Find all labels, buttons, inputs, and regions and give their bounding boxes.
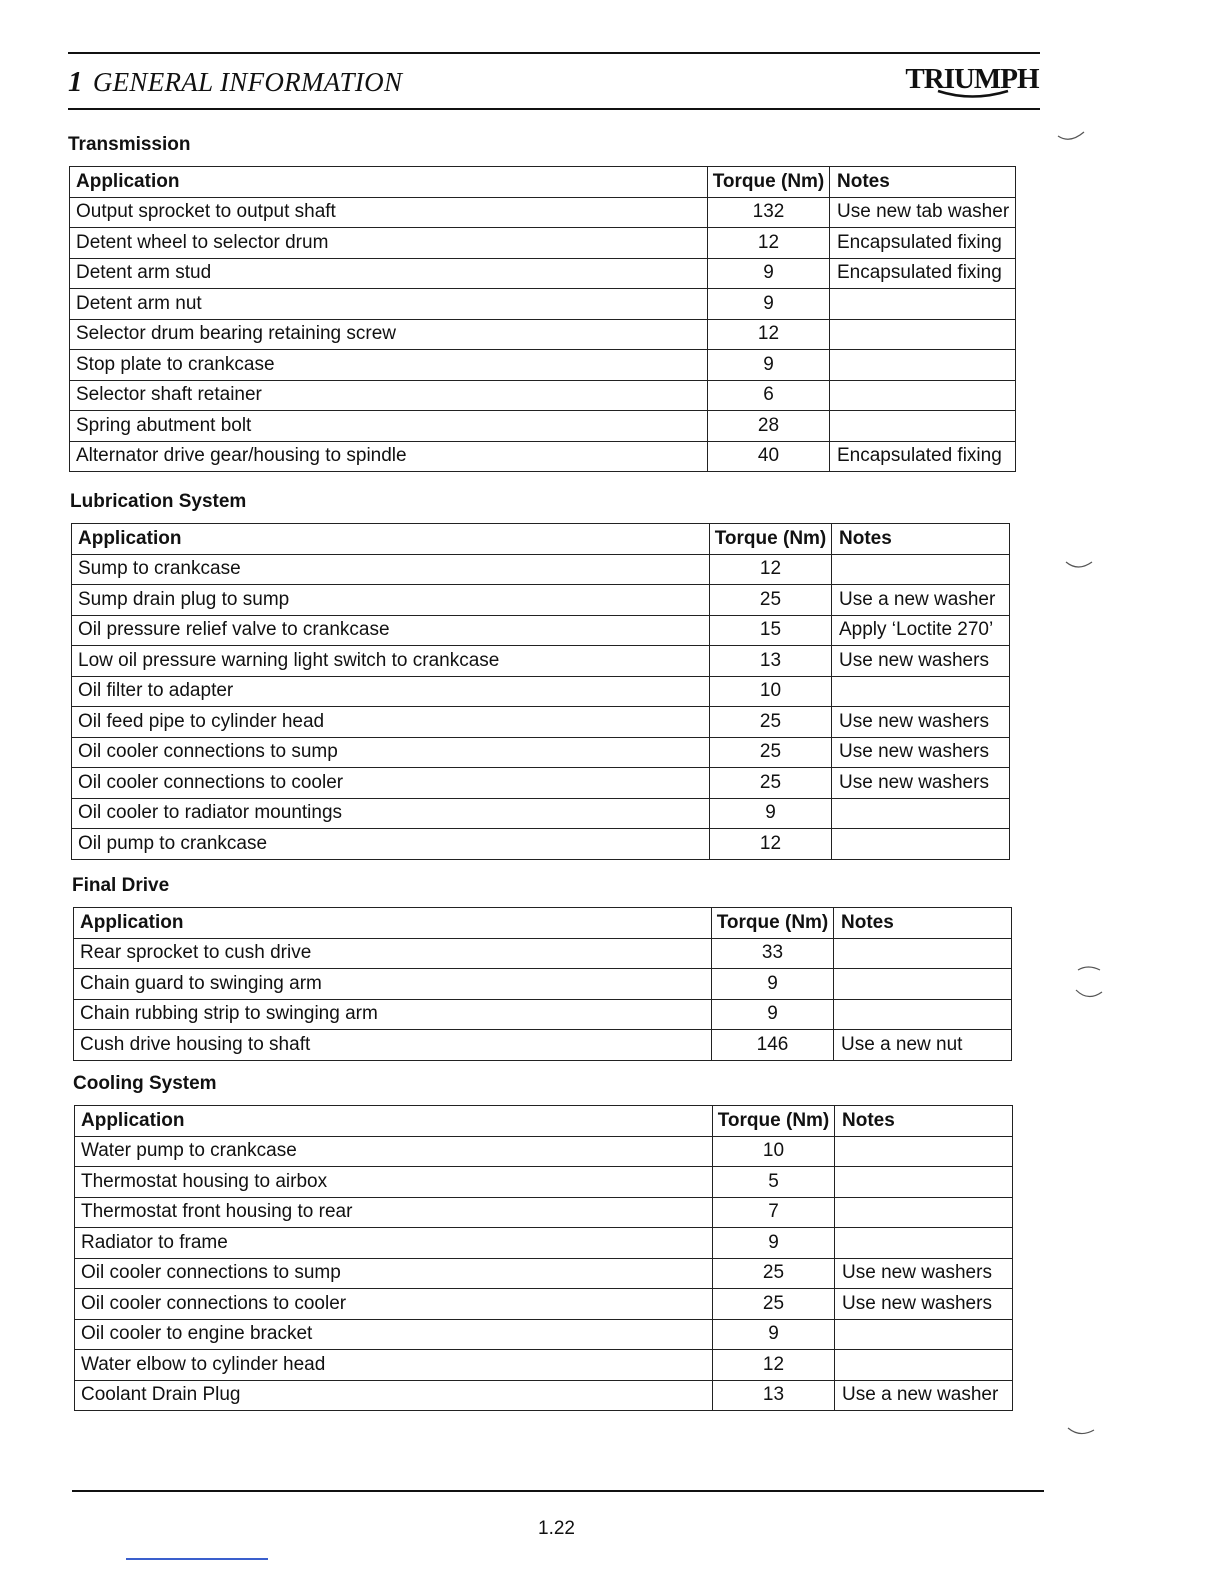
cell-torque: 40 [708,441,830,472]
cell-torque: 10 [713,1136,835,1167]
table-row [75,1136,1013,1167]
cell-notes [830,319,1016,350]
cell-notes: Encapsulated fixing [830,441,1016,472]
cell-torque: 10 [710,676,832,707]
cell-torque: 25 [710,737,832,768]
cell-application: Oil feed pipe to cylinder head [72,707,710,738]
cell-application: Radiator to frame [75,1228,713,1259]
cell-torque: 9 [708,289,830,320]
cell-torque: 9 [712,999,834,1030]
cell-notes: Use new washers [832,707,1010,738]
cell-torque: 25 [710,585,832,616]
cell-notes: Use a new washer [835,1380,1013,1411]
cell-notes [835,1167,1013,1198]
cell-notes [832,829,1010,860]
column-header-application: Application [72,524,710,555]
cell-torque: 9 [712,969,834,1000]
margin-mark [1074,960,1106,1010]
column-header-notes: Notes [835,1106,1013,1137]
margin-mark [1066,1424,1098,1440]
table-row [70,380,1016,411]
section-title-lubrication: Lubrication System [70,491,247,512]
cell-application: Rear sprocket to cush drive [74,938,712,969]
table-row [72,707,1010,738]
lubrication-table [71,523,1010,860]
column-header-notes: Notes [830,167,1016,198]
table-row [74,938,1012,969]
column-header-torque: Torque (Nm) [713,1106,835,1137]
cell-application: Chain rubbing strip to swinging arm [74,999,712,1030]
column-header-application: Application [74,908,712,939]
table-row [72,676,1010,707]
table-row [74,999,1012,1030]
cell-torque: 15 [710,615,832,646]
cell-notes: Use new tab washer [830,197,1016,228]
cell-application: Selector drum bearing retaining screw [70,319,708,350]
cell-application: Oil pressure relief valve to crankcase [72,615,710,646]
cell-application: Oil cooler connections to sump [72,737,710,768]
table-row [75,1167,1013,1198]
cell-notes: Apply ‘Loctite 270’ [832,615,1010,646]
cell-application: Output sprocket to output shaft [70,197,708,228]
table-header-row [70,167,1016,198]
column-header-torque: Torque (Nm) [708,167,830,198]
section-title-cooling: Cooling System [73,1073,217,1094]
triumph-logo-text: TRIUMPH [905,63,1039,95]
table-row [75,1380,1013,1411]
table-row [70,228,1016,259]
table-row [70,319,1016,350]
cell-application: Detent arm stud [70,258,708,289]
cell-torque: 12 [710,554,832,585]
cell-application: Oil filter to adapter [72,676,710,707]
table-row [72,554,1010,585]
table-row [75,1319,1013,1350]
cell-notes [834,999,1012,1030]
cell-notes [835,1136,1013,1167]
cell-notes: Use new washers [832,737,1010,768]
triumph-logo [900,58,1045,106]
cell-notes: Use new washers [832,646,1010,677]
cell-application: Oil pump to crankcase [72,829,710,860]
cell-notes [835,1228,1013,1259]
cell-application: Cush drive housing to shaft [74,1030,712,1061]
column-header-torque: Torque (Nm) [710,524,832,555]
cell-torque: 6 [708,380,830,411]
header-top-rule [68,52,1040,54]
cell-application: Detent wheel to selector drum [70,228,708,259]
section-title-final-drive: Final Drive [72,875,170,896]
table-row [72,737,1010,768]
cell-notes [834,938,1012,969]
scan-artifact-line [126,1558,268,1560]
cell-application: Low oil pressure warning light switch to crankcase [72,646,710,677]
cell-notes [830,411,1016,442]
table-header-row [75,1106,1013,1137]
cell-torque: 25 [710,707,832,738]
cell-notes [832,676,1010,707]
cell-notes [834,969,1012,1000]
table-row [70,441,1016,472]
margin-mark [1056,128,1088,148]
table-row [70,258,1016,289]
cell-torque: 132 [708,197,830,228]
column-header-notes: Notes [832,524,1010,555]
cell-application: Thermostat front housing to rear [75,1197,713,1228]
cell-notes [830,289,1016,320]
cell-notes [835,1350,1013,1381]
cell-application: Oil cooler connections to sump [75,1258,713,1289]
cell-torque: 7 [713,1197,835,1228]
cell-notes: Encapsulated fixing [830,228,1016,259]
cell-torque: 9 [713,1228,835,1259]
cell-torque: 13 [710,646,832,677]
cell-application: Coolant Drain Plug [75,1380,713,1411]
table-row [72,829,1010,860]
cell-torque: 9 [708,258,830,289]
chapter-number: 1 [68,66,83,98]
cell-application: Sump drain plug to sump [72,585,710,616]
table-row [70,350,1016,381]
cooling-table [74,1105,1013,1411]
cell-application: Thermostat housing to airbox [75,1167,713,1198]
column-header-application: Application [75,1106,713,1137]
cell-torque: 12 [708,228,830,259]
table-row [74,969,1012,1000]
cell-notes: Use new washers [835,1289,1013,1320]
cell-application: Sump to crankcase [72,554,710,585]
cell-notes: Encapsulated fixing [830,258,1016,289]
table-row [75,1197,1013,1228]
cell-torque: 12 [713,1350,835,1381]
table-row [75,1228,1013,1259]
table-row [72,646,1010,677]
table-row [72,585,1010,616]
cell-application: Detent arm nut [70,289,708,320]
header-bottom-rule [68,108,1040,110]
cell-torque: 9 [713,1319,835,1350]
table-row [72,615,1010,646]
cell-application: Water pump to crankcase [75,1136,713,1167]
cell-torque: 9 [710,798,832,829]
cell-application: Chain guard to swinging arm [74,969,712,1000]
cell-torque: 13 [713,1380,835,1411]
cell-notes: Use a new washer [832,585,1010,616]
table-row [75,1258,1013,1289]
cell-torque: 28 [708,411,830,442]
cell-torque: 12 [708,319,830,350]
section-title-transmission: Transmission [68,134,191,155]
cell-notes: Use new washers [835,1258,1013,1289]
cell-application: Oil cooler to engine bracket [75,1319,713,1350]
final-drive-table [73,907,1012,1061]
cell-notes: Use new washers [832,768,1010,799]
table-row [74,1030,1012,1061]
margin-mark [1064,558,1096,574]
table-row [70,411,1016,442]
chapter-heading [68,66,402,99]
cell-application: Stop plate to crankcase [70,350,708,381]
cell-torque: 33 [712,938,834,969]
table-row [70,197,1016,228]
footer-rule [72,1490,1044,1492]
transmission-table [69,166,1016,472]
cell-application: Selector shaft retainer [70,380,708,411]
table-header-row [72,524,1010,555]
cell-torque: 5 [713,1167,835,1198]
column-header-notes: Notes [834,908,1012,939]
page-number: 1.22 [538,1518,575,1539]
column-header-application: Application [70,167,708,198]
chapter-title: GENERAL INFORMATION [92,67,403,97]
cell-application: Spring abutment bolt [70,411,708,442]
cell-torque: 25 [713,1258,835,1289]
cell-torque: 25 [710,768,832,799]
table-header-row [74,908,1012,939]
cell-application: Oil cooler connections to cooler [72,768,710,799]
cell-application: Oil cooler to radiator mountings [72,798,710,829]
table-row [75,1289,1013,1320]
cell-application: Alternator drive gear/housing to spindle [70,441,708,472]
table-row [75,1350,1013,1381]
cell-torque: 9 [708,350,830,381]
cell-notes: Use a new nut [834,1030,1012,1061]
cell-application: Water elbow to cylinder head [75,1350,713,1381]
cell-torque: 12 [710,829,832,860]
cell-notes [830,380,1016,411]
cell-notes [835,1197,1013,1228]
column-header-torque: Torque (Nm) [712,908,834,939]
table-row [70,289,1016,320]
cell-application: Oil cooler connections to cooler [75,1289,713,1320]
table-row [72,768,1010,799]
table-row [72,798,1010,829]
cell-notes [835,1319,1013,1350]
cell-notes [832,798,1010,829]
cell-notes [830,350,1016,381]
cell-torque: 25 [713,1289,835,1320]
cell-torque: 146 [712,1030,834,1061]
cell-notes [832,554,1010,585]
